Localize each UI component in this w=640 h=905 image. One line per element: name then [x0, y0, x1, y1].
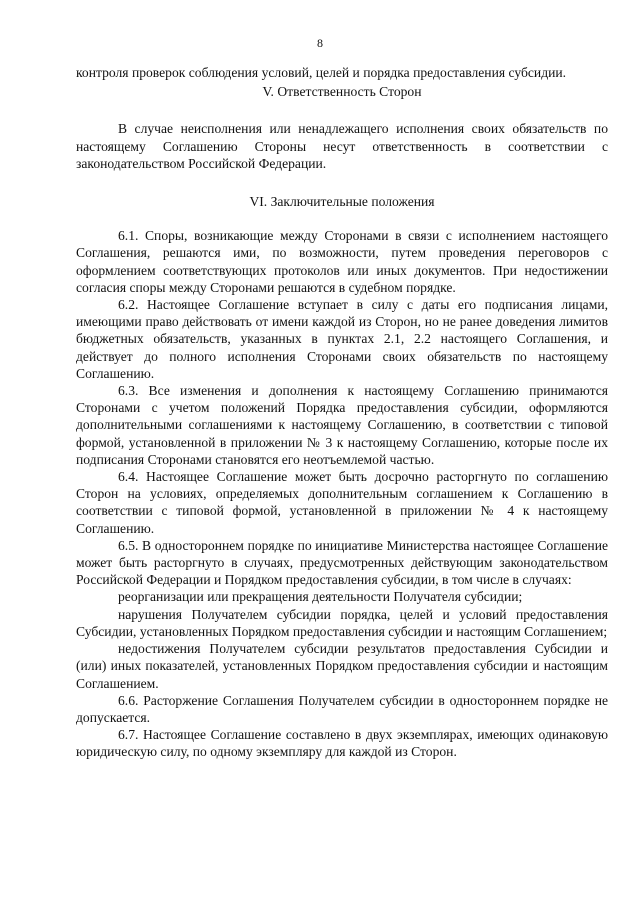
section-5-heading: V. Ответственность Сторон: [262, 84, 422, 100]
clause-6-7: 6.7. Настоящее Соглашение составлено в двух экземплярах, имеющих одинаковую юридическую силу, по одному экземпляру для каждой из Сторон.: [76, 727, 608, 760]
section-6-heading: VI. Заключительные положения: [249, 194, 435, 210]
page-number: 8: [317, 36, 323, 50]
page-content: [76, 64, 608, 761]
clause-6-6: 6.6. Расторжение Соглашения Получателем субсидии в одностороннем порядке не допускается.: [76, 692, 608, 725]
clause-6-3: 6.3. Все изменения и дополнения к настоящему Соглашению принимаются Сторонами с учетом положений Порядка предоставления субсидии, оформляются дополнительными соглашениями к настоящему Соглашению, в соответствии с типовой формой, установленной в приложении № 3 к настоящему Соглашению, которые после их подписания Сторонами становятся его неотъемлемой частью.: [76, 383, 608, 467]
clause-6-4: 6.4. Настоящее Соглашение может быть досрочно расторгнуто по соглашению Сторон на условиях, определяемых дополнительным соглашением к Соглашению в соответствии с типовой формой, установленной в приложении № 4 к настоящему Соглашению.: [76, 469, 608, 536]
section-5-paragraph: В случае неисполнения или ненадлежащего исполнения своих обязательств по настоящему Соглашению Стороны несут ответственность в соответствии с законодательством Российской Федерации.: [76, 121, 608, 171]
clause-6-5-case-violation: нарушения Получателем субсидии порядка, целей и условий предоставления Субсидии, установленных Порядком предоставления субсидии и настоящим Соглашением;: [76, 606, 608, 639]
clause-6-5: 6.5. В одностороннем порядке по инициативе Министерства настоящее Соглашение может быть расторгнуто в случаях, предусмотренных действующим законодательством Российской Федерации и Порядком предоставления субсидии, в том числе в случаях:: [76, 537, 608, 588]
clause-6-2: 6.2. Настоящее Соглашение вступает в силу с даты его подписания лицами, имеющими право действовать от имени каждой из Сторон, но не ранее доведения лимитов бюджетных обязательств, указанных в пунктах 2.1, 2.2 настоящего Соглашения, и действует до полного исполнения Сторонами своих обязательств по настоящему Соглашению.: [76, 297, 608, 381]
clause-6-5-case-non-achievement: недостижения Получателем субсидии результатов предоставления Субсидии и (или) иных показателей, установленных Порядком предоставления субсидии и настоящим Соглашением.: [76, 641, 608, 691]
clause-6-1: 6.1. Споры, возникающие между Сторонами в связи с исполнением настоящего Соглашения, решаются ими, по возможности, путем проведения переговоров с оформлением соответствующих протоколов или иных документов. При недостижении согласия споры между Сторонами решаются в судебном порядке.: [76, 228, 608, 295]
clause-6-5-case-reorganization: реорганизации или прекращения деятельности Получателя субсидии;: [118, 589, 523, 605]
continuation-paragraph: контроля проверок соблюдения условий, целей и порядка предоставления субсидии.: [76, 65, 567, 80]
